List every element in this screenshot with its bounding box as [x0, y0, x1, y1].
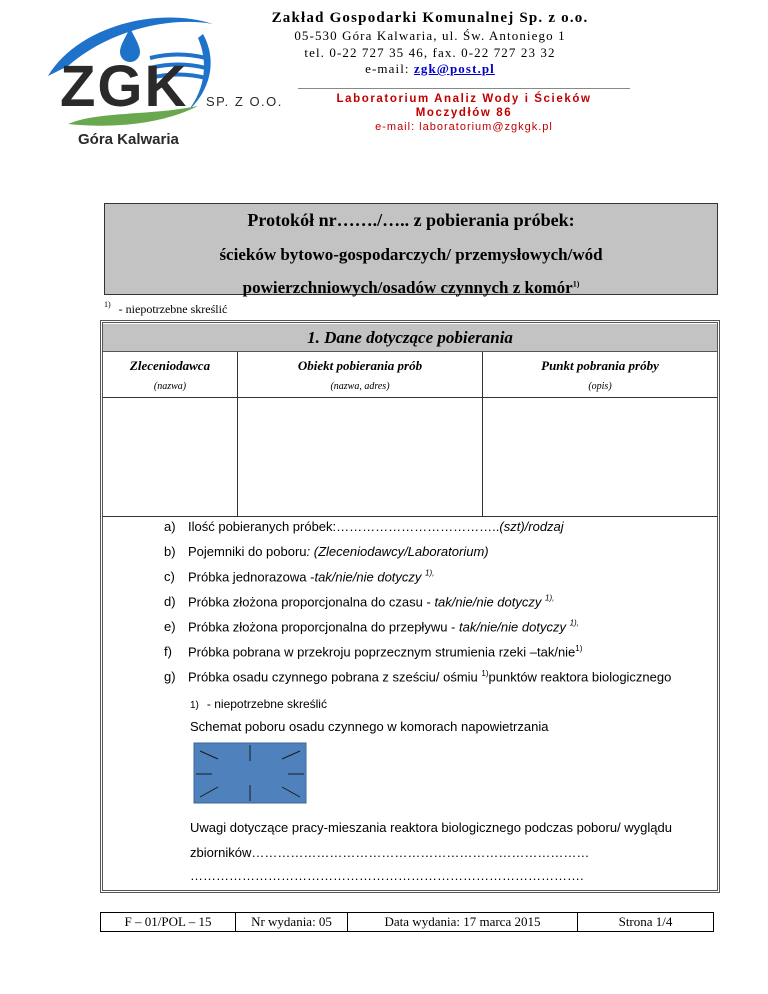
- item-italic: (szt)/rodzaj: [499, 519, 564, 534]
- item-text-after: punktów reaktora biologicznego: [488, 669, 672, 685]
- company-email-link[interactable]: zgk@post.pl: [413, 61, 495, 76]
- sampling-item-a: [164, 519, 564, 534]
- sampling-item-e: [164, 619, 579, 634]
- company-email-line: [205, 61, 655, 77]
- item-italic: : (Zleceniodawcy/Laboratorium): [306, 544, 489, 559]
- laboratory-info: [298, 93, 630, 133]
- protocol-title-box: [104, 203, 718, 295]
- column-header: Punkt pobrania próby: [541, 358, 659, 373]
- item-sup: 1): [575, 644, 583, 653]
- item-italic: tak/nie/nie dotyczy: [434, 594, 545, 610]
- column-subheader: (nazwa): [153, 381, 187, 392]
- logo-suffix: SP. Z O.O.: [206, 94, 283, 109]
- logo-letters: ZGK: [60, 54, 189, 119]
- laboratory-name: Laboratorium Analiz Wody i Ścieków: [336, 93, 592, 105]
- sampling-item-d: [164, 594, 554, 609]
- item-text: Próbka złożona proporcjonalna do przepływu -: [188, 619, 459, 635]
- reactor-sampling-diagram: [190, 741, 310, 805]
- item-sup: 1),: [569, 619, 579, 628]
- section-footnote: [190, 697, 327, 711]
- title-line-3: [105, 278, 717, 298]
- company-phones: tel. 0-22 727 35 46, fax. 0-22 727 23 32: [304, 45, 556, 60]
- item-letter: g): [164, 669, 176, 685]
- form-code: F – 01/POL – 15: [101, 913, 236, 931]
- sampling-item-b: [164, 544, 489, 559]
- footnote-text: - niepotrzebne skreślić: [206, 697, 327, 711]
- item-italic: tak/nie/nie dotyczy: [314, 569, 426, 585]
- logo-city: Góra Kalwaria: [78, 131, 179, 148]
- laboratory-email: e-mail: laboratorium@zgkgk.pl: [375, 121, 553, 133]
- item-text: Próbka osadu czynnego pobrana z sześciu/ ośmiu: [188, 669, 482, 685]
- schema-label: Schemat poboru osadu czynnego w komorach napowietrzania: [190, 719, 549, 734]
- footnote-marker: 1): [190, 700, 199, 711]
- item-sup: 1),: [425, 569, 435, 578]
- item-sup: 1),: [545, 594, 555, 603]
- laboratory-address: Moczydłów 86: [415, 107, 513, 119]
- title-footnote-marker: 1): [572, 279, 580, 289]
- remarks-line-3[interactable]: ……………………………………………………………………………….: [190, 868, 584, 883]
- item-letter: c): [164, 569, 175, 585]
- item-letter: d): [164, 594, 176, 610]
- column-header: Obiekt pobierania prób: [297, 358, 423, 373]
- column-header: Zleceniodawca: [129, 358, 211, 373]
- company-name: Zakład Gospodarki Komunalnej Sp. z o.o.: [271, 10, 589, 26]
- item-letter: b): [164, 544, 176, 559]
- item-text: Próbka jednorazowa -: [188, 569, 315, 585]
- column-sampling-point[interactable]: [483, 352, 717, 516]
- title-line-2: ścieków bytowo-gospodarczych/ przemysłowych/wód: [219, 245, 603, 264]
- item-text: Pojemniki do poboru: [188, 544, 307, 559]
- section-1-heading: 1. Dane dotyczące pobierania: [103, 324, 717, 352]
- title-line-3-text: powierzchniowych/osadów czynnych z komór: [242, 278, 573, 297]
- company-info: [205, 10, 655, 77]
- footnote-text: - niepotrzebne skreślić: [118, 302, 228, 316]
- item-italic: tak/nie/nie dotyczy: [459, 619, 570, 635]
- company-address: 05-530 Góra Kalwaria, ul. Św. Antoniego 1: [294, 28, 566, 43]
- column-client[interactable]: [103, 352, 238, 516]
- column-sampling-object[interactable]: [238, 352, 483, 516]
- header-divider: [298, 88, 630, 89]
- sampling-item-f: [164, 644, 582, 659]
- table-divider: [103, 516, 717, 517]
- remarks-line-2[interactable]: zbiorników……………………………………………………………………: [190, 845, 590, 860]
- company-email-label: e-mail:: [365, 61, 414, 76]
- item-text: Próbka złożona proporcjonalna do czasu -: [188, 594, 435, 610]
- item-letter: f): [164, 644, 172, 660]
- table-divider: [103, 397, 717, 398]
- item-sup: 1): [481, 669, 489, 678]
- issue-date: Data wydania: 17 marca 2015: [348, 913, 578, 931]
- title-footnote: [104, 300, 227, 317]
- edition-number: Nr wydania: 05: [236, 913, 348, 931]
- item-letter: e): [164, 619, 176, 635]
- item-letter: a): [164, 519, 176, 534]
- item-text: Ilość pobieranych próbek:………………………………..: [188, 519, 500, 534]
- column-subheader: (opis): [588, 381, 612, 392]
- item-text: Próbka pobrana w przekroju poprzecznym strumienia rzeki –tak/nie: [188, 644, 576, 660]
- remarks-line-1: Uwagi dotyczące pracy-mieszania reaktora biologicznego podczas poboru/ wyglądu: [190, 820, 672, 835]
- title-line-1: Protokół nr……./….. z pobierania próbek:: [247, 210, 575, 230]
- column-subheader: (nazwa, adres): [330, 381, 390, 392]
- page-number: Strona 1/4: [618, 914, 673, 929]
- sampling-item-c: [164, 569, 434, 584]
- footnote-marker: 1): [104, 300, 111, 309]
- document-footer: [100, 912, 714, 932]
- sampling-item-g: [164, 669, 671, 684]
